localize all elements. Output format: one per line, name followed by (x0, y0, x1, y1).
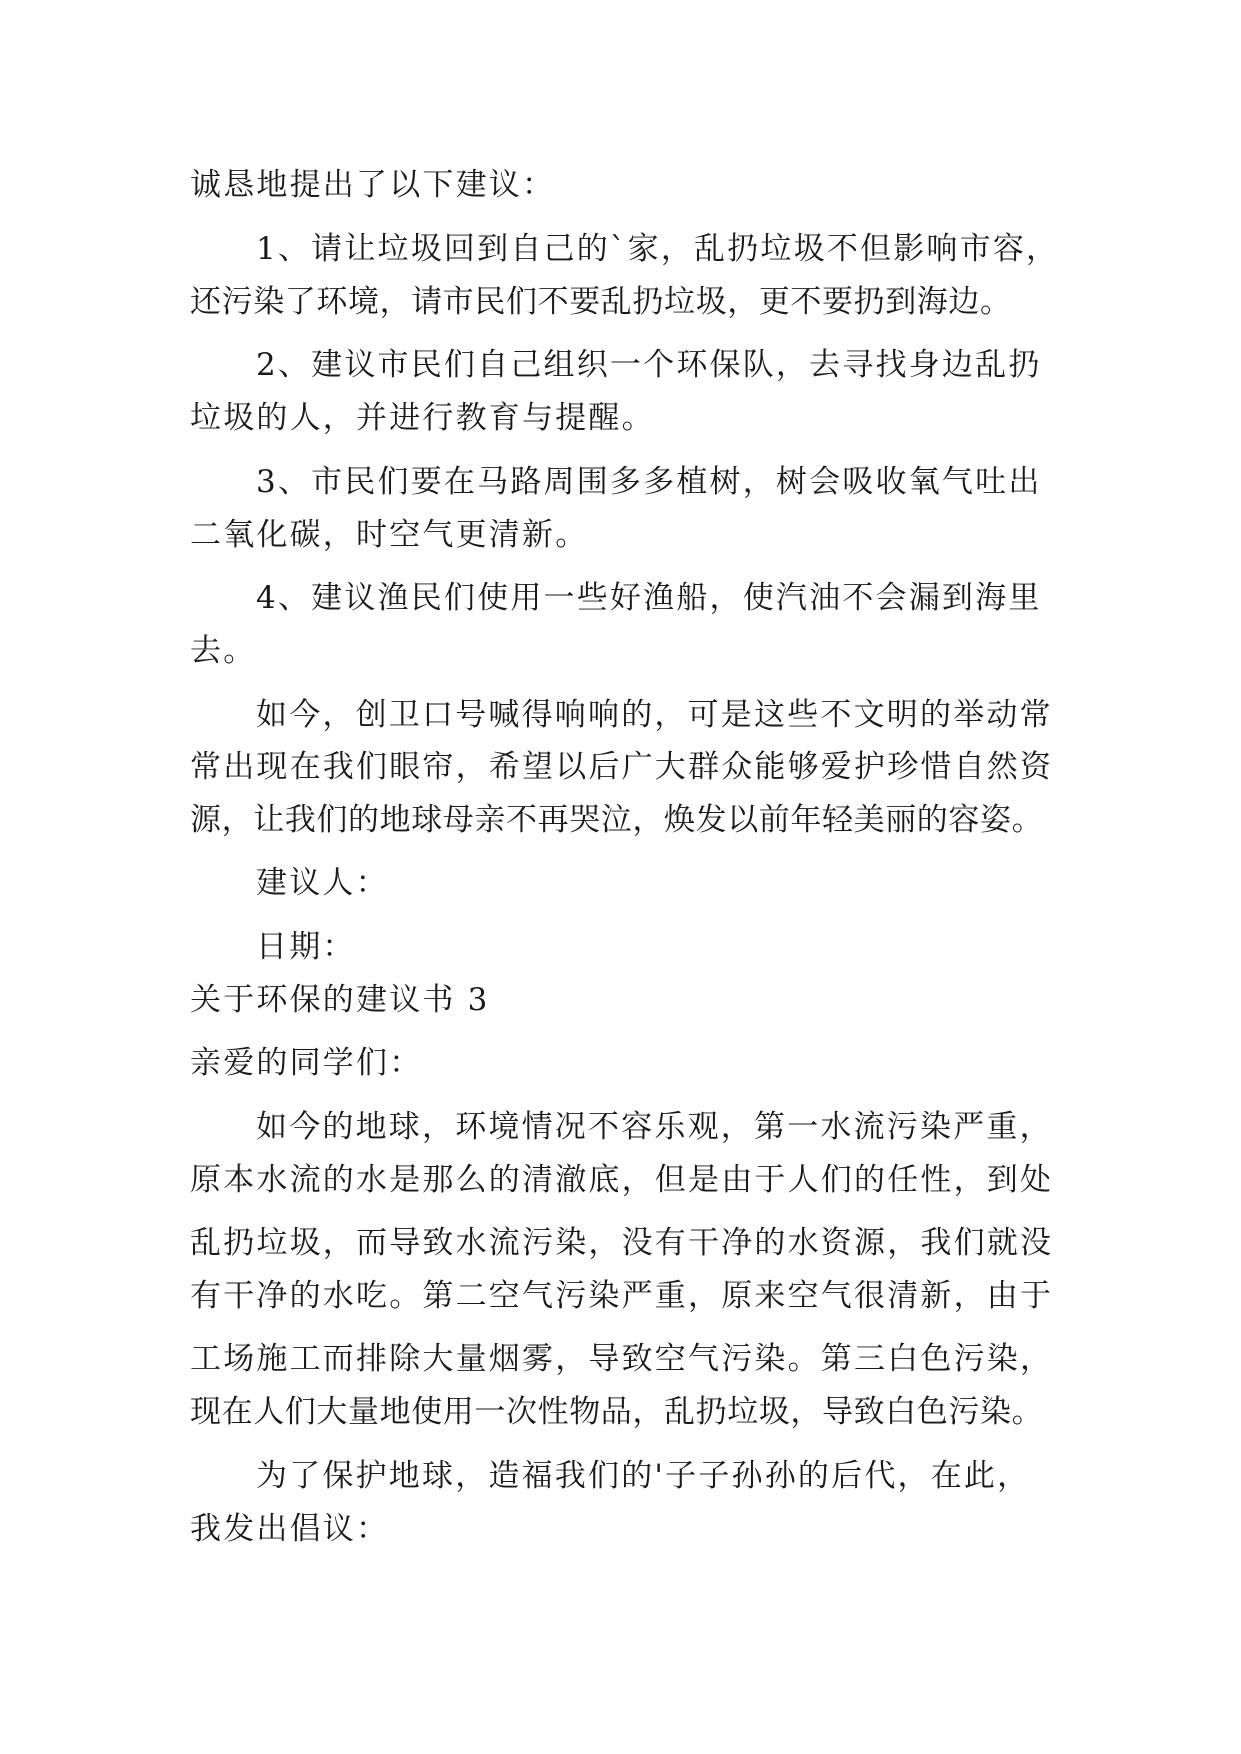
paragraph-line: 工场施工而排除大量烟雾，导致空气污染。第三白色污染， (190, 1341, 1054, 1377)
paragraph-line: 我发出倡议： (190, 1511, 390, 1547)
section-heading: 关于环保的建议书 3 (190, 982, 490, 1018)
paragraph-line: 去。 (190, 633, 257, 669)
paragraph-line: 现在人们大量地使用一次性物品，乱扔垃圾，导致白色污染。 (190, 1394, 1044, 1430)
paragraph-line: 4、建议渔民们使用一些好渔船，使汽油不会漏到海里 (256, 580, 1042, 616)
signature-label: 建议人： (256, 865, 389, 901)
paragraph-line: 有干净的水吃。第二空气污染严重，原来空气很清新，由于 (190, 1278, 1054, 1314)
paragraph-line: 常出现在我们眼帘，希望以后广大群众能够爱护珍惜自然资 (190, 749, 1054, 785)
paragraph-line: 2、建议市民们自己组织一个环保队，去寻找身边乱扔 (256, 347, 1042, 383)
paragraph-line: 3、市民们要在马路周围多多植树，树会吸收氧气吐出 (256, 464, 1042, 500)
date-label: 日期： (256, 929, 356, 965)
paragraph-line: 为了保护地球，造福我们的'子子孙孙的后代，在此， (256, 1458, 1031, 1494)
paragraph-line: 垃圾的人，并进行教育与提醒。 (190, 400, 655, 436)
paragraph-line: 1、请让垃圾回到自己的`家，乱扔垃圾不但影响市容， (256, 231, 1060, 267)
paragraph-line: 原本水流的水是那么的清澈底，但是由于人们的任性，到处 (190, 1162, 1054, 1198)
paragraph-line: 二氧化碳，时空气更清新。 (190, 517, 589, 553)
paragraph-line: 如今的地球，环境情况不容乐观，第一水流污染严重， (256, 1109, 1053, 1145)
paragraph-line: 乱扔垃圾，而导致水流污染，没有干净的水资源，我们就没 (190, 1225, 1054, 1261)
paragraph-line: 源，让我们的地球母亲不再哭泣，焕发以前年轻美丽的容姿。 (190, 802, 1044, 838)
paragraph-line: 如今，创卫口号喊得响响的，可是这些不文明的举动常 (256, 697, 1053, 733)
paragraph-line: 诚恳地提出了以下建议： (190, 167, 556, 203)
paragraph-line: 还污染了环境，请市民们不要乱扔垃圾，更不要扔到海边。 (190, 284, 1012, 320)
salutation: 亲爱的同学们： (190, 1045, 423, 1081)
